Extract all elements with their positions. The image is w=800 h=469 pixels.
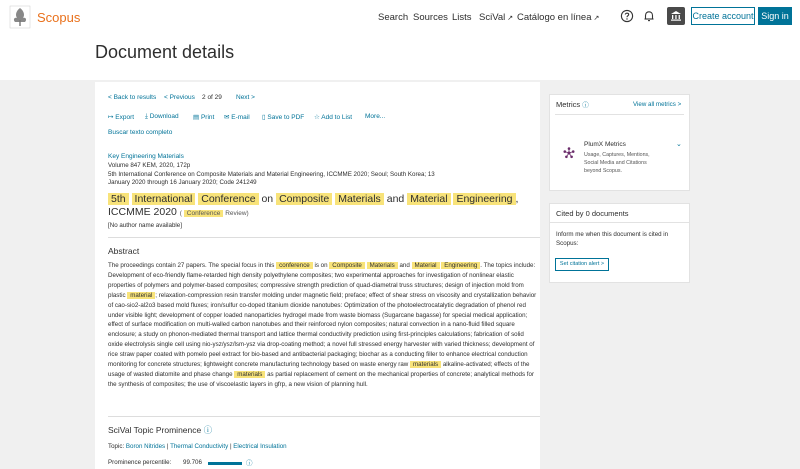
view-all-metrics-link[interactable]: View all metrics > (633, 101, 682, 108)
document-type-badge (180, 210, 249, 217)
abstract-segment: and (399, 262, 410, 269)
external-link-icon: ↗ (507, 15, 514, 22)
topic-separator: | (229, 443, 232, 450)
set-citation-alert-button[interactable]: Set citation alert > (555, 258, 609, 271)
print-label: Print (200, 114, 215, 121)
scival-heading-label: SciVal Topic Prominence (108, 425, 202, 435)
email-label: E-mail (231, 114, 250, 121)
download-button[interactable] (145, 113, 179, 121)
result-index: 2 (202, 94, 206, 101)
title-highlight: Conference (198, 193, 258, 205)
email-icon: ✉ (224, 114, 232, 121)
tag-close: Review) (225, 210, 249, 217)
export-label: Export (115, 114, 135, 121)
abstract-segment: alkaline-activated; effects of the usage of wasted diatomite and phase change (108, 361, 530, 378)
add-to-list-label: Add to List (321, 114, 352, 121)
title-word: , ICCMME (108, 193, 519, 218)
conference-info: 5th International Conference on Composite Materials and Material Engineering, ICCMME 2020; Seoul; South Korea; 13 (108, 170, 435, 178)
nav-scival-label: SciVal (479, 12, 506, 23)
download-icon: ⤓ (145, 113, 150, 120)
save-pdf-button[interactable] (262, 113, 304, 121)
abstract-text (108, 261, 540, 390)
title-highlight: International (132, 193, 196, 205)
sign-in-button[interactable]: Sign in (758, 7, 792, 25)
author-line: [No author name available] (108, 222, 182, 229)
abstract-segment: . The topics include: Development of eco-friendly flame-retarded high density polyethylene composites; two experimental approaches for investigation of nonlinear elastic properties of polymers and polymer-based composites; compressive strength prediction of quad-diametral truss structures; design of injection mold from plastic (108, 262, 536, 299)
prominence-label: Prominence percentile: (108, 459, 172, 466)
add-to-list-button[interactable] (314, 113, 352, 121)
divider (549, 222, 690, 223)
print-icon: ▤ (193, 114, 201, 121)
abstract-highlight: Composite (329, 262, 365, 269)
title-word: and (386, 193, 405, 205)
nav-catalogo-label: Catálogo en línea (517, 12, 592, 23)
abstract-segment: ; relaxation-compression resin transfer molding under magnetic field; preface; effect of shear stress on viscosity and crystallization behavior of cao-sio2-al2o3 based mold fluxes; iron/sulfur co-doped titanium dioxide nanotubes: Optimization of the photoelectrocatalytic degradation of phenol red under visible light; development of copper loaded nanoparticles hydrogel made from waste biomass (Sugarcane bagasse) for special medical application; effect of surface modification on multi-walled carbon nanotubes and their reinforced nylon composites; natural convection in a nano-fluid filled square enclosure; a study on phonon-mediated thermal transport and lattice thermal conductivity prediction using first-principles calculations; fabrication of solid oxide electrolysis single cell using nio-ysz/ysz/lsm-ysz via drop-coating method; a novel full stressed energy harvester with varied thickness; development of rice straw paper coated with pomelo peel extract for bio-based and antibacterial packaging; biochar as a conducting filler to enhance electrical conduction monitoring for concrete structures; lightweight concrete manufacturing technology based on waste energy raw (108, 291, 537, 369)
journal-link[interactable]: Key Engineering Materials (108, 153, 184, 160)
abstract-highlight: Materials (367, 262, 398, 269)
scival-topics (108, 443, 287, 450)
title-highlight: Engineering (453, 193, 515, 205)
info-icon[interactable]: ⓘ (582, 102, 589, 109)
nav-scival[interactable] (479, 12, 513, 23)
help-icon[interactable] (620, 9, 634, 23)
nav-sources[interactable]: Sources (413, 12, 448, 23)
scival-heading (108, 424, 212, 436)
title-word: on (261, 193, 274, 205)
email-button[interactable] (224, 113, 250, 121)
tag-open: ( (179, 210, 182, 217)
elsevier-logo-icon[interactable] (9, 5, 31, 29)
nav-catalogo[interactable] (517, 12, 599, 23)
nav-search[interactable]: Search (378, 12, 409, 23)
info-icon[interactable]: ⓘ (246, 460, 253, 467)
back-to-results-link[interactable]: < Back to results (108, 94, 157, 101)
save-pdf-label: Save to PDF (267, 114, 305, 121)
tag-highlight: Conference (184, 210, 224, 217)
next-link[interactable]: Next > (236, 94, 255, 101)
topic-separator: | (166, 443, 169, 450)
abstract-heading: Abstract (108, 246, 140, 256)
abstract-segment: is on (314, 262, 328, 269)
title-highlight: Materials (335, 193, 384, 205)
cited-info: Scopus: (556, 240, 579, 247)
star-icon: ☆ (314, 114, 322, 121)
divider (108, 237, 540, 238)
plumx-desc: Usage, Captures, Mentions, (584, 152, 650, 158)
print-button[interactable] (193, 113, 214, 121)
plumx-icon (563, 147, 575, 159)
export-button[interactable] (108, 113, 134, 121)
divider (108, 416, 540, 417)
topic-link[interactable]: Boron Nitrides (125, 443, 166, 450)
page-title: Document details (95, 42, 235, 62)
cited-info: Inform me when this document is cited in (556, 231, 669, 238)
title-year: 2020 (153, 206, 177, 218)
abstract-highlight: material (127, 292, 155, 299)
conference-dates: January 2020 through 16 January 2020; Code 241249 (108, 179, 257, 186)
plumx-desc: Social Media and Citations (584, 160, 647, 166)
abstract-highlight: Engineering (441, 262, 480, 269)
chevron-down-icon[interactable]: ⌄ (676, 141, 682, 148)
abstract-segment: The proceedings contain 27 papers. The special focus in this (108, 262, 275, 269)
volume-info: Volume 847 KEM, 2020, 172p (108, 162, 191, 169)
full-text-link[interactable]: Buscar texto completo (108, 129, 173, 136)
download-label: Download (149, 113, 179, 120)
divider (555, 114, 684, 115)
external-link-icon: ↗ (593, 15, 600, 22)
result-position (202, 94, 222, 101)
export-icon: ↦ (108, 114, 116, 121)
scopus-brand[interactable]: Scopus (37, 10, 81, 25)
title-highlight: 5th (108, 193, 129, 205)
result-total: 29 (214, 94, 222, 101)
bank-icon (667, 7, 685, 25)
abstract-segment: as partial replacement of cement on the mechanical properties of concrete; analytical methods for the synthesis of composites; the use of viscoelastic layers in gfrp, a new vision of planning hull. (108, 370, 534, 388)
institution-icon[interactable] (667, 7, 685, 25)
result-of: of (207, 94, 213, 101)
info-icon[interactable]: ⓘ (203, 425, 213, 435)
abstract-highlight: conference (276, 262, 313, 269)
abstract-highlight: materials (410, 361, 441, 368)
document-title (108, 193, 538, 220)
pdf-icon: ▯ (262, 114, 268, 121)
abstract-highlight: materials (234, 371, 265, 378)
plumx-title[interactable]: PlumX Metrics (584, 141, 626, 148)
abstract-highlight: Material (412, 262, 440, 269)
title-highlight: Composite (276, 193, 332, 205)
prominence-bar-fill (208, 462, 242, 465)
bell-icon[interactable] (642, 9, 656, 23)
metrics-heading-label: Metrics (556, 100, 581, 109)
topic-link[interactable]: Electrical Insulation (233, 443, 287, 450)
cited-by-heading: Cited by 0 documents (556, 209, 629, 218)
prominence-value: 99.706 (183, 459, 202, 466)
topic-link[interactable]: Thermal Conductivity (170, 443, 229, 450)
topic-label: Topic: (108, 443, 125, 450)
nav-lists[interactable]: Lists (452, 12, 472, 23)
metrics-heading (556, 100, 589, 109)
create-account-button[interactable]: Create account (691, 7, 755, 25)
title-highlight: Material (407, 193, 450, 205)
previous-link[interactable]: < Previous (164, 94, 195, 101)
more-button[interactable]: More... (365, 113, 386, 120)
plumx-desc: beyond Scopus. (584, 168, 622, 174)
